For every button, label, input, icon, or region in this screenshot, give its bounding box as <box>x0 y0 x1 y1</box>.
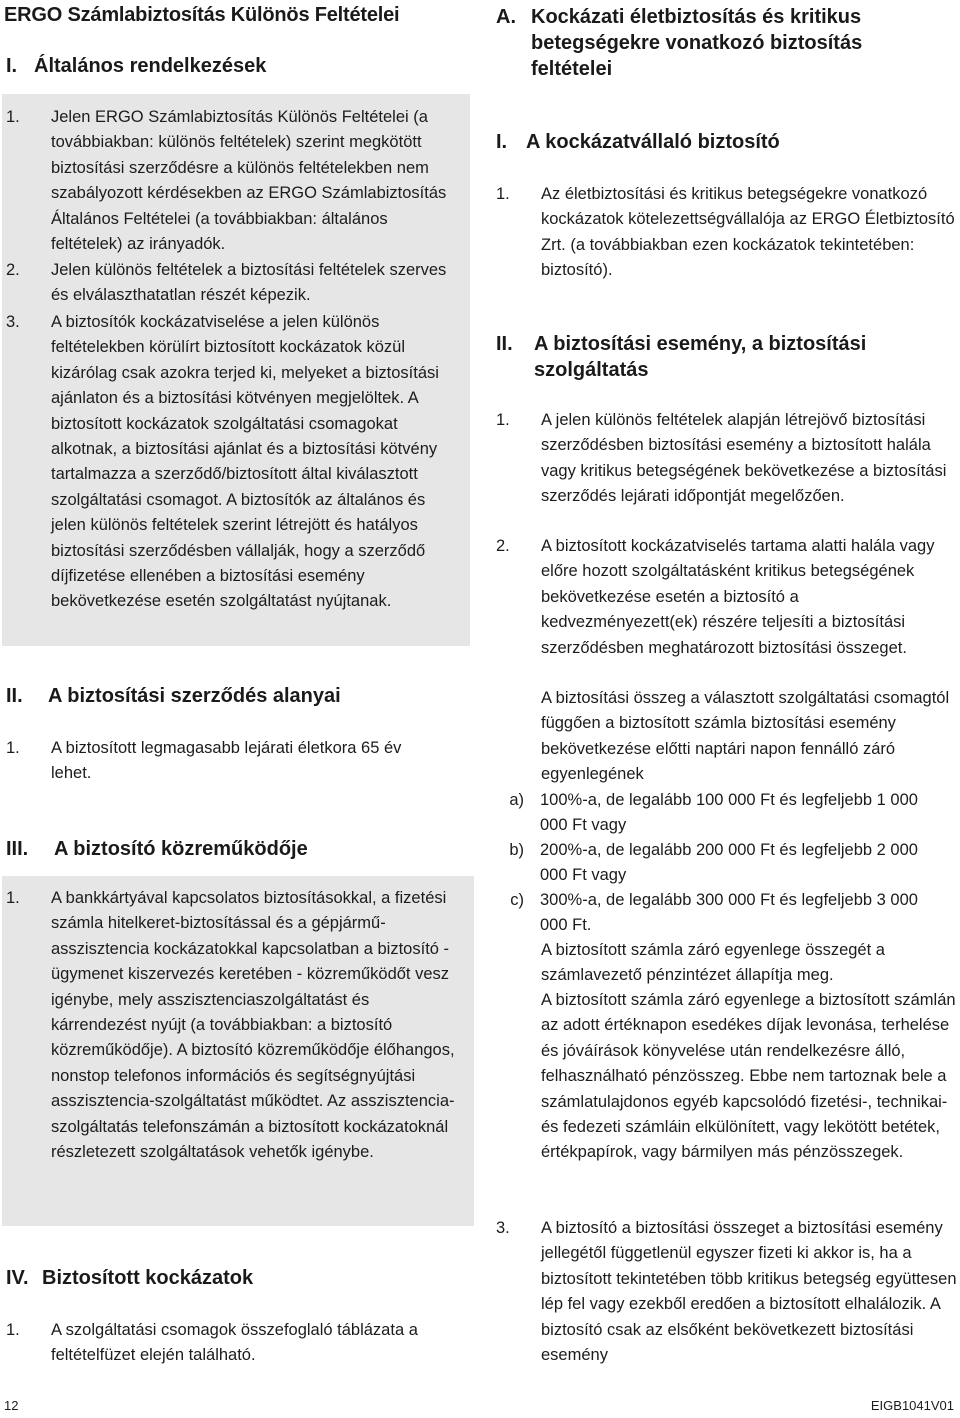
section-heading-insurer: I. A kockázatvállaló biztosító <box>496 131 780 153</box>
section-heading-intermediary: III. A biztosító közreműködője <box>6 838 308 860</box>
section-heading-insured-event: II. A biztosítási esemény, a biztosítási szolgáltatás <box>496 333 867 381</box>
document-code: EIGB1041V01 <box>870 1398 954 1413</box>
page-number: 12 <box>4 1398 19 1413</box>
document-title: ERGO Számlabiztosítás Különös Feltételei <box>4 4 400 26</box>
section-heading-general: I. Általános rendelkezések <box>6 55 267 77</box>
section-heading-parties: II. A biztosítási szerződés alanyai <box>6 685 341 707</box>
section-heading-risks: IV. Biztosított kockázatok <box>6 1267 254 1289</box>
section-heading-life-insurance: A. Kockázati életbiztosítás és kritikus betegségekre vonatkozó biztosítás feltételei <box>496 6 863 80</box>
